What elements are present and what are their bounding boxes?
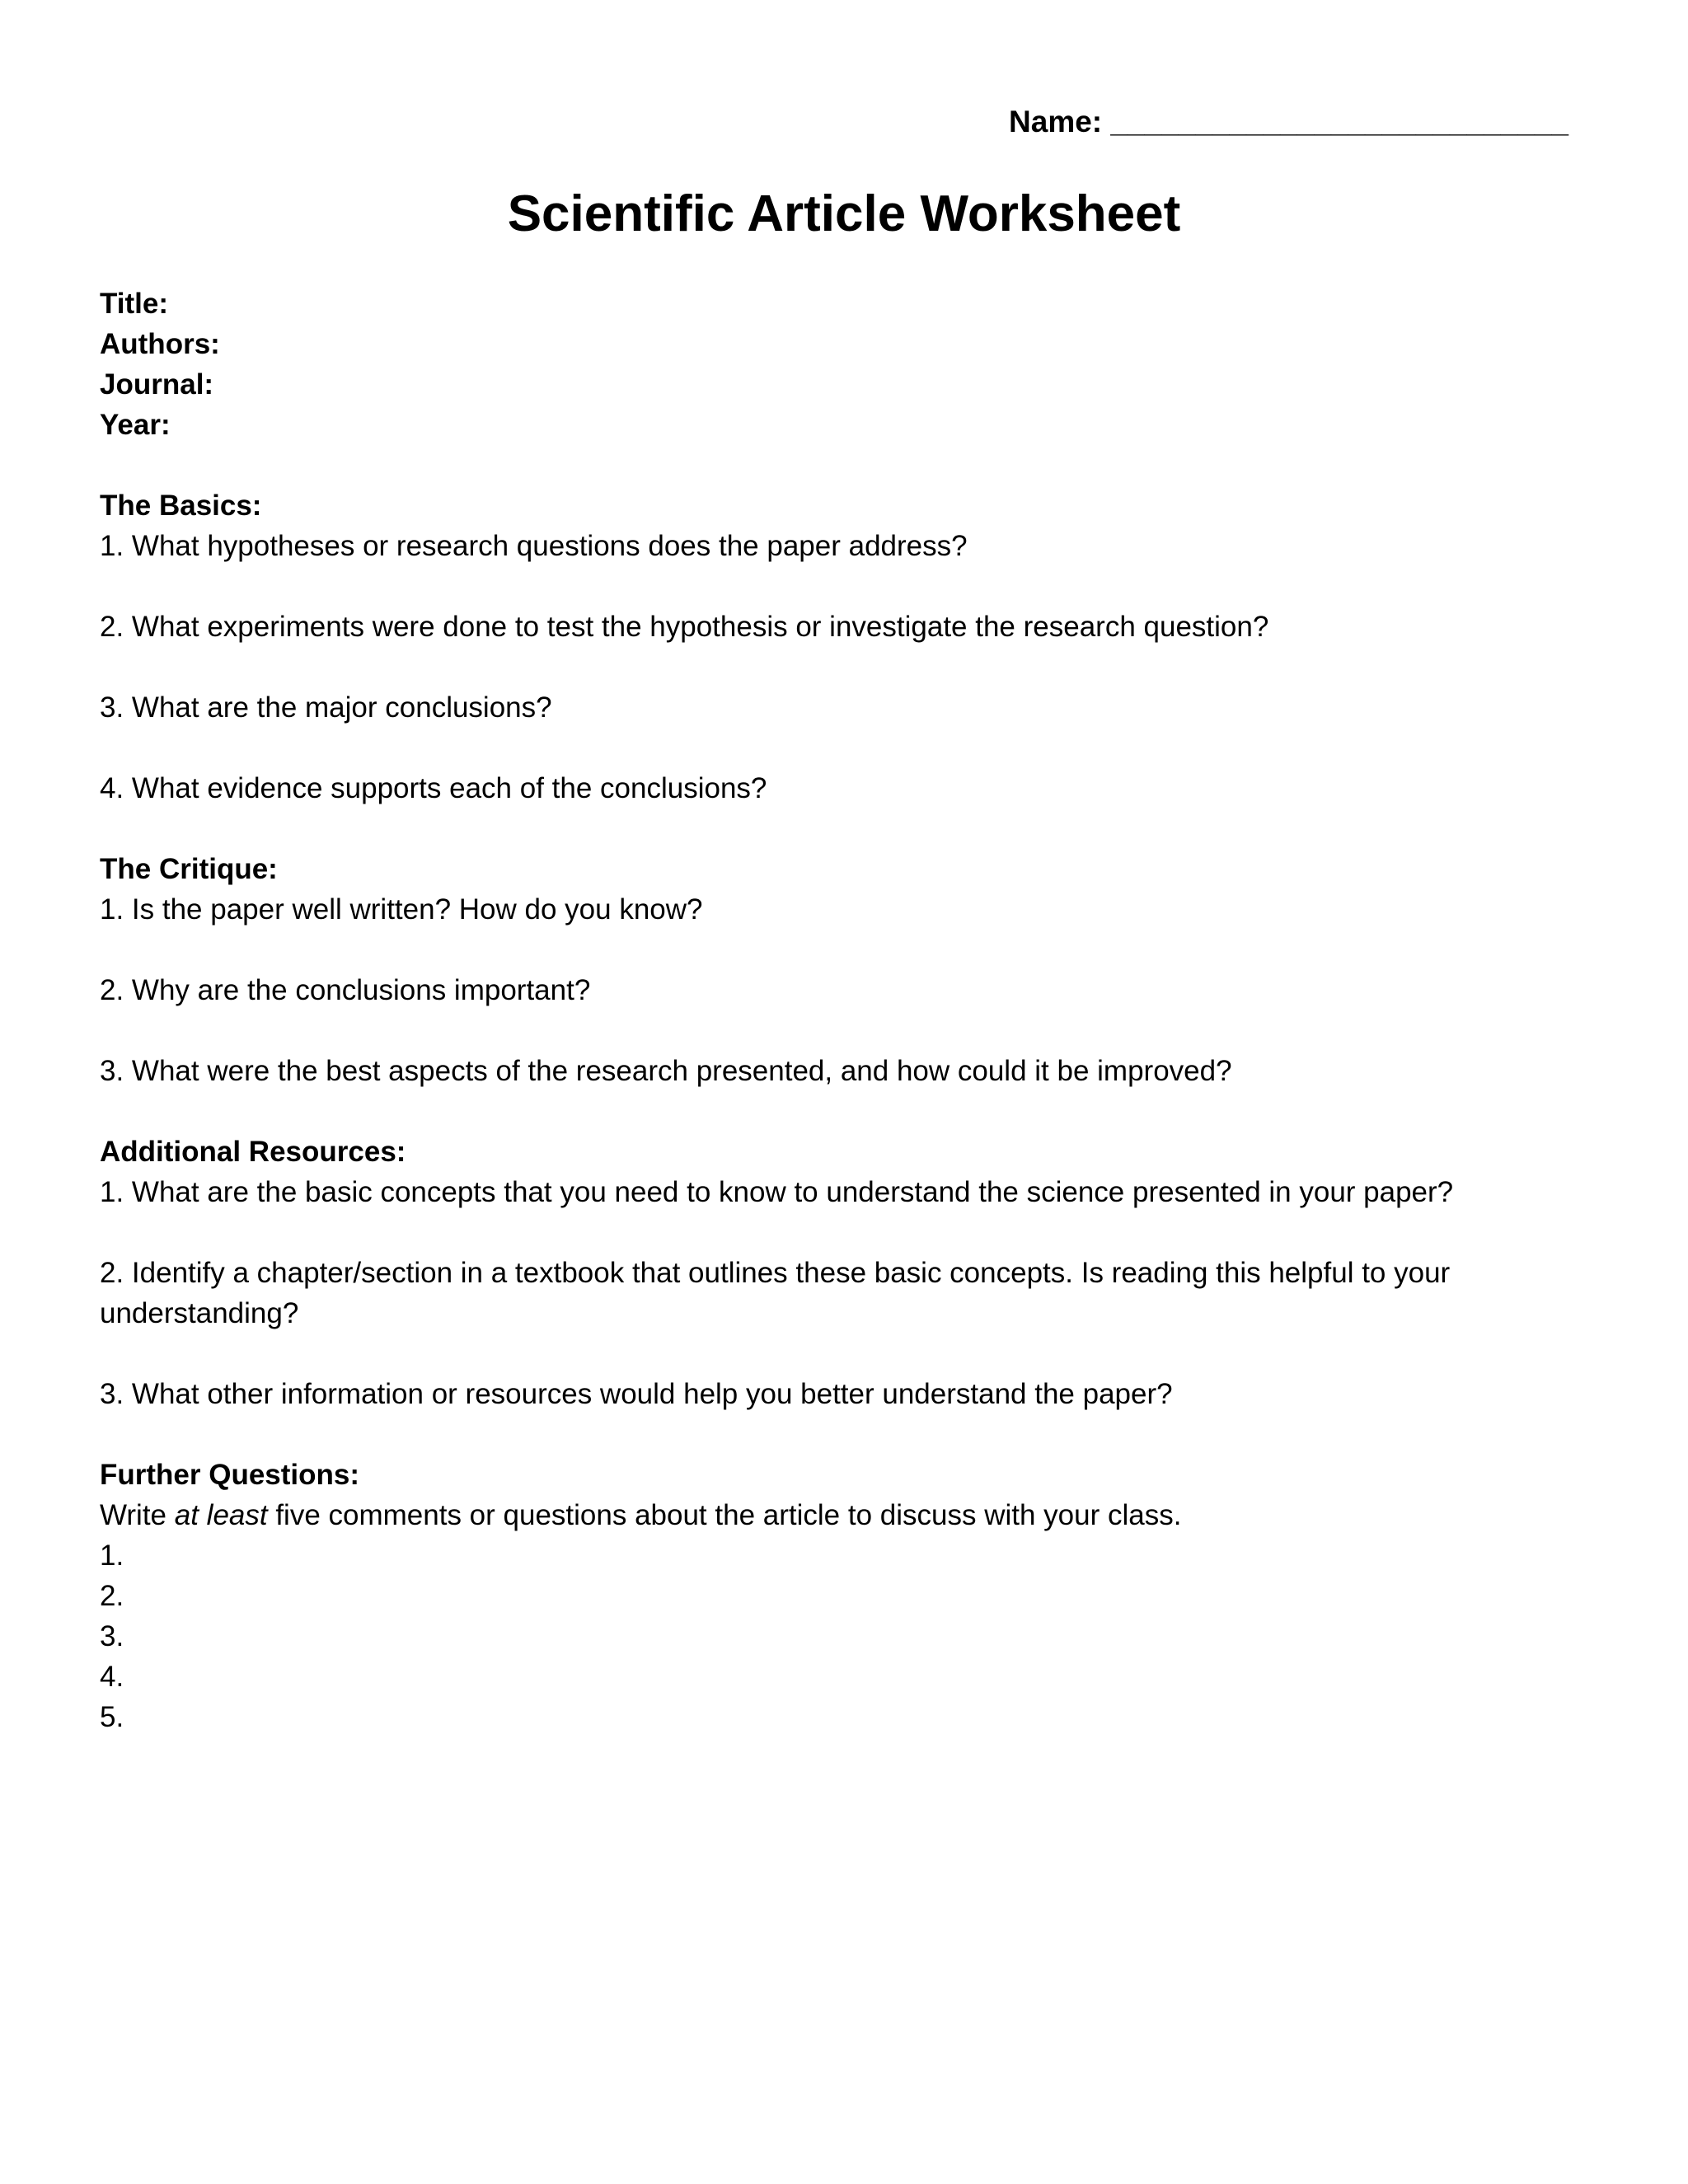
name-field[interactable]: Name: ___________________________: [1009, 105, 1568, 138]
further-item-3: 3.: [100, 1620, 124, 1652]
further-item-5: 5.: [100, 1701, 124, 1733]
resources-question-3: 3. What other information or resources would help you better understand the paper?: [100, 1378, 1173, 1410]
further-item-4: 4.: [100, 1661, 124, 1693]
question-spacer: [100, 566, 1583, 607]
critique-question-1: 1. Is the paper well written? How do you know?: [100, 893, 703, 926]
basics-heading: The Basics:: [100, 490, 262, 522]
article-authors-label: Authors:: [100, 328, 220, 360]
further-instruction: [100, 1495, 1583, 1535]
resources-question-2: 2. Identify a chapter/section in a textbook that outlines these basic concepts. Is reading this helpful to your understanding?: [100, 1257, 1451, 1329]
basics-question-3: 3. What are the major conclusions?: [100, 691, 552, 724]
section-spacer: [100, 1091, 1583, 1132]
section-spacer: [100, 445, 1583, 485]
section-spacer: [100, 808, 1583, 849]
critique-question-2: 2. Why are the conclusions important?: [100, 974, 591, 1006]
instruction-text-start: Write: [100, 1499, 175, 1531]
basics-question-2: 2. What experiments were done to test the hypothesis or investigate the research question?: [100, 611, 1269, 643]
worksheet-content: [100, 284, 1583, 1737]
further-heading: Further Questions:: [100, 1459, 360, 1491]
question-spacer: [100, 647, 1583, 687]
question-spacer: [100, 1010, 1583, 1051]
resources-heading: Additional Resources:: [100, 1136, 406, 1168]
basics-question-4: 4. What evidence supports each of the conclusions?: [100, 772, 767, 804]
question-spacer: [100, 930, 1583, 970]
critique-heading: The Critique:: [100, 853, 278, 885]
section-spacer: [100, 1414, 1583, 1455]
instruction-text-end: five comments or questions about the article to discuss with your class.: [267, 1499, 1182, 1531]
further-item-2: 2.: [100, 1580, 124, 1612]
question-spacer: [100, 728, 1583, 768]
question-spacer: [100, 1333, 1583, 1374]
question-spacer: [100, 1212, 1583, 1253]
article-year-label: Year:: [100, 409, 171, 441]
page-title: Scientific Article Worksheet: [507, 185, 1181, 242]
further-item-1: 1.: [100, 1540, 124, 1572]
critique-question-3: 3. What were the best aspects of the research presented, and how could it be improved?: [100, 1055, 1232, 1087]
resources-question-1: 1. What are the basic concepts that you need to know to understand the science presented in your paper?: [100, 1176, 1454, 1208]
article-journal-label: Journal:: [100, 368, 214, 401]
instruction-emphasis: at least: [174, 1499, 268, 1531]
article-title-label: Title:: [100, 288, 168, 320]
basics-question-1: 1. What hypotheses or research questions does the paper address?: [100, 530, 968, 562]
